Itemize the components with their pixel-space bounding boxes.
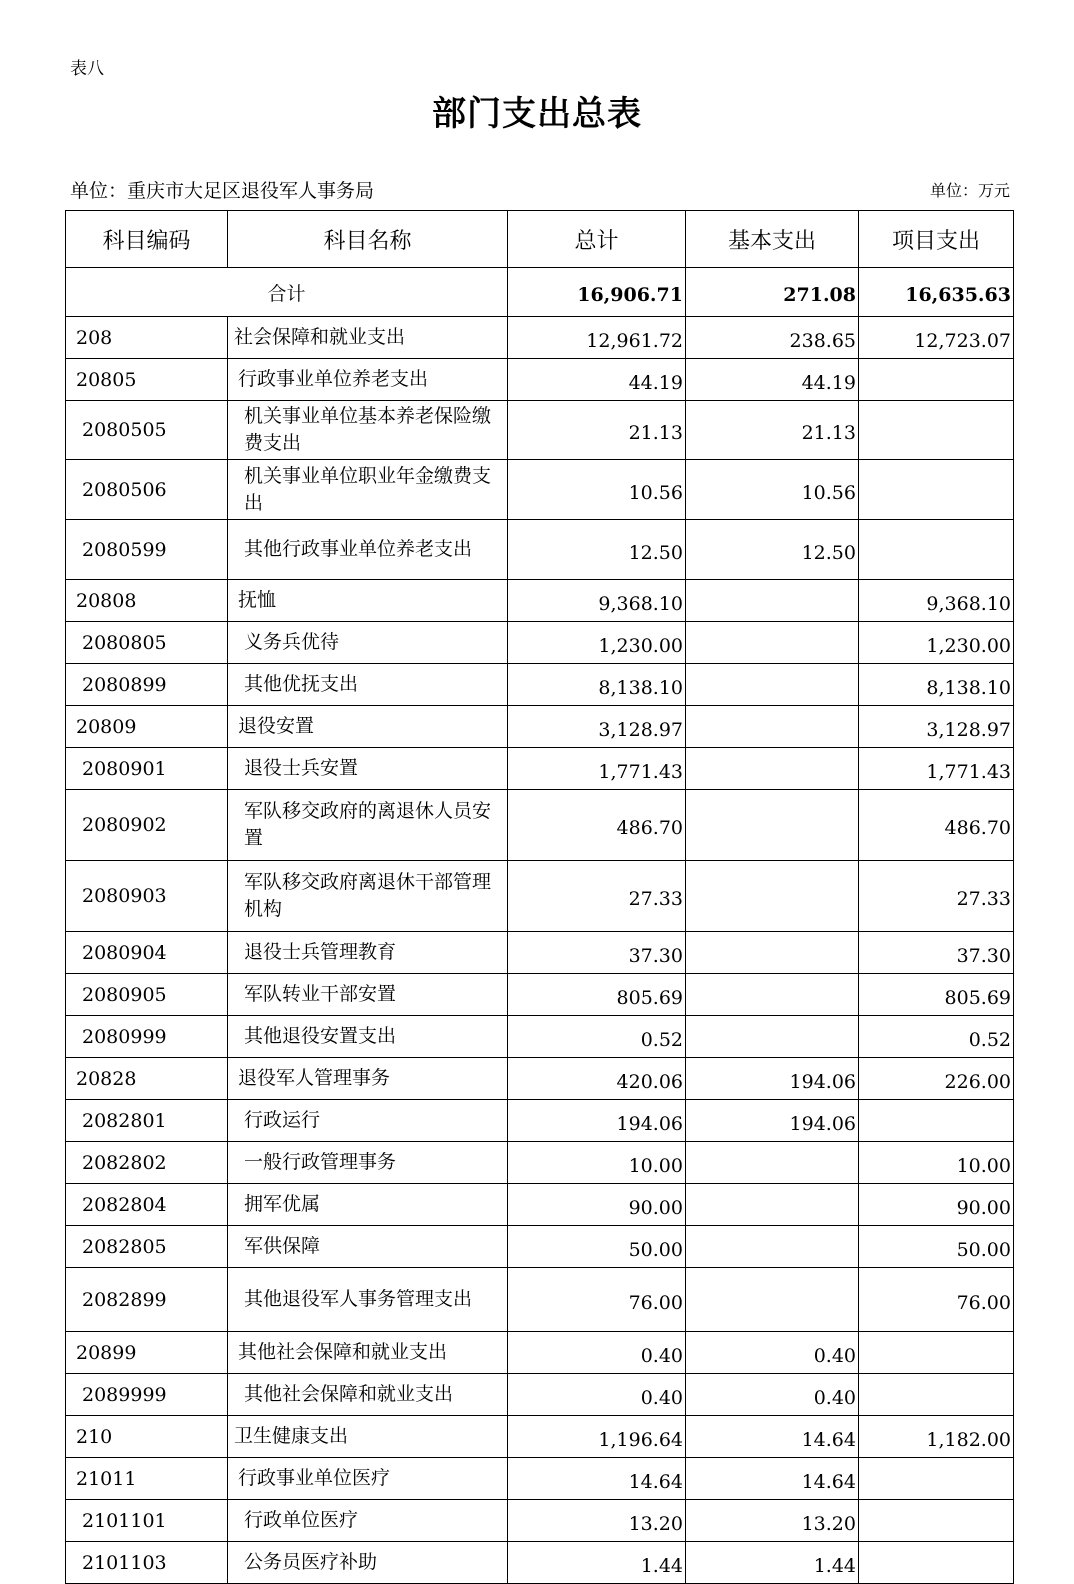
table-row	[66, 622, 1014, 664]
subject-name: 其他行政事业单位养老支出	[228, 520, 508, 580]
total-amount: 14.64	[508, 1458, 686, 1500]
subject-name: 退役士兵安置	[228, 748, 508, 790]
total-amount: 27.33	[508, 861, 686, 932]
subject-name: 军队移交政府离退休干部管理机构	[228, 861, 508, 932]
subject-code: 2080805	[66, 622, 228, 664]
basic-amount: 14.64	[686, 1458, 859, 1500]
subject-code: 20828	[66, 1058, 228, 1100]
project-amount: 27.33	[859, 861, 1014, 932]
basic-amount: 12.50	[686, 520, 859, 580]
basic-amount: 14.64	[686, 1416, 859, 1458]
subject-code: 2080903	[66, 861, 228, 932]
project-amount	[859, 1332, 1014, 1374]
basic-amount	[686, 1016, 859, 1058]
basic-amount: 0.40	[686, 1332, 859, 1374]
project-amount	[859, 1542, 1014, 1584]
project-amount	[859, 1100, 1014, 1142]
table-row	[66, 1416, 1014, 1458]
total-amount: 8,138.10	[508, 664, 686, 706]
subject-code: 2080999	[66, 1016, 228, 1058]
project-amount	[859, 359, 1014, 401]
subject-code: 2089999	[66, 1374, 228, 1416]
project-amount: 1,230.00	[859, 622, 1014, 664]
basic-amount: 0.40	[686, 1374, 859, 1416]
project-amount	[859, 1458, 1014, 1500]
project-amount: 486.70	[859, 790, 1014, 861]
project-amount: 226.00	[859, 1058, 1014, 1100]
basic-amount	[686, 1184, 859, 1226]
total-amount: 12,961.72	[508, 317, 686, 359]
subject-name: 拥军优属	[228, 1184, 508, 1226]
project-amount: 12,723.07	[859, 317, 1014, 359]
subject-name: 抚恤	[228, 580, 508, 622]
table-row	[66, 974, 1014, 1016]
subject-code: 2080902	[66, 790, 228, 861]
subject-name: 其他优抚支出	[228, 664, 508, 706]
total-project: 16,635.63	[859, 268, 1014, 317]
basic-amount	[686, 706, 859, 748]
total-amount: 1,230.00	[508, 622, 686, 664]
table-row	[66, 790, 1014, 861]
subject-name: 行政事业单位医疗	[228, 1458, 508, 1500]
table-row	[66, 1500, 1014, 1542]
total-amount: 194.06	[508, 1100, 686, 1142]
total-amount: 0.52	[508, 1016, 686, 1058]
project-amount: 10.00	[859, 1142, 1014, 1184]
table-header-row	[66, 211, 1014, 268]
subject-code: 2082801	[66, 1100, 228, 1142]
basic-amount	[686, 580, 859, 622]
currency-unit: 单位：万元	[929, 181, 1010, 200]
project-amount: 9,368.10	[859, 580, 1014, 622]
basic-amount: 13.20	[686, 1500, 859, 1542]
total-amount: 1.44	[508, 1542, 686, 1584]
basic-amount	[686, 1226, 859, 1268]
total-row	[66, 268, 1014, 317]
table-row	[66, 1100, 1014, 1142]
basic-amount: 21.13	[686, 401, 859, 460]
subject-name: 退役士兵管理教育	[228, 932, 508, 974]
project-amount: 3,128.97	[859, 706, 1014, 748]
table-row	[66, 861, 1014, 932]
total-amount: 76.00	[508, 1268, 686, 1332]
basic-amount: 10.56	[686, 460, 859, 520]
basic-amount: 194.06	[686, 1100, 859, 1142]
subject-name: 其他退役安置支出	[228, 1016, 508, 1058]
total-basic: 271.08	[686, 268, 859, 317]
basic-amount: 44.19	[686, 359, 859, 401]
basic-amount: 194.06	[686, 1058, 859, 1100]
column-header-basic: 基本支出	[686, 211, 859, 268]
project-amount	[859, 460, 1014, 520]
total-amount: 486.70	[508, 790, 686, 861]
subject-name: 行政单位医疗	[228, 1500, 508, 1542]
total-amount: 37.30	[508, 932, 686, 974]
basic-amount	[686, 622, 859, 664]
project-amount: 37.30	[859, 932, 1014, 974]
table-row	[66, 1458, 1014, 1500]
subject-code: 2082899	[66, 1268, 228, 1332]
total-amount: 805.69	[508, 974, 686, 1016]
subject-name: 其他社会保障和就业支出	[228, 1332, 508, 1374]
basic-amount: 238.65	[686, 317, 859, 359]
subject-code: 20808	[66, 580, 228, 622]
total-amount: 9,368.10	[508, 580, 686, 622]
subject-name: 军队移交政府的离退休人员安置	[228, 790, 508, 861]
subject-name: 退役安置	[228, 706, 508, 748]
total-amount: 90.00	[508, 1184, 686, 1226]
department-unit: 单位：重庆市大足区退役军人事务局	[70, 180, 375, 202]
subject-code: 210	[66, 1416, 228, 1458]
column-header-name: 科目名称	[228, 211, 508, 268]
total-amount: 1,771.43	[508, 748, 686, 790]
table-row	[66, 1016, 1014, 1058]
subject-name: 军队转业干部安置	[228, 974, 508, 1016]
subject-code: 2080901	[66, 748, 228, 790]
total-amount: 0.40	[508, 1374, 686, 1416]
subject-name: 机关事业单位基本养老保险缴费支出	[228, 401, 508, 460]
subject-code: 20809	[66, 706, 228, 748]
table-row	[66, 1374, 1014, 1416]
subject-code: 208	[66, 317, 228, 359]
subject-code: 2082804	[66, 1184, 228, 1226]
total-amount: 10.00	[508, 1142, 686, 1184]
total-amount: 10.56	[508, 460, 686, 520]
subject-code: 2080905	[66, 974, 228, 1016]
table-row	[66, 1184, 1014, 1226]
subject-code: 2080506	[66, 460, 228, 520]
table-row	[66, 520, 1014, 580]
project-amount	[859, 520, 1014, 580]
subject-code: 2101101	[66, 1500, 228, 1542]
page-title: 部门支出总表	[432, 94, 642, 134]
subject-code: 2080505	[66, 401, 228, 460]
table-row	[66, 1226, 1014, 1268]
basic-amount	[686, 974, 859, 1016]
table-row	[66, 401, 1014, 460]
total-amount: 0.40	[508, 1332, 686, 1374]
expenditure-table	[65, 210, 1014, 1584]
project-amount	[859, 401, 1014, 460]
subject-name: 社会保障和就业支出	[228, 317, 508, 359]
subject-name: 义务兵优待	[228, 622, 508, 664]
table-row	[66, 359, 1014, 401]
table-number: 表八	[70, 59, 104, 79]
subject-code: 20805	[66, 359, 228, 401]
project-amount: 90.00	[859, 1184, 1014, 1226]
subject-code: 21011	[66, 1458, 228, 1500]
subject-name: 一般行政管理事务	[228, 1142, 508, 1184]
total-amount: 44.19	[508, 359, 686, 401]
table-row	[66, 1268, 1014, 1332]
total-amount: 16,906.71	[508, 268, 686, 317]
basic-amount	[686, 1268, 859, 1332]
table-row	[66, 460, 1014, 520]
subject-code: 2082805	[66, 1226, 228, 1268]
column-header-code: 科目编码	[66, 211, 228, 268]
table-row	[66, 580, 1014, 622]
total-label: 合计	[66, 268, 508, 317]
total-amount: 3,128.97	[508, 706, 686, 748]
subject-name: 军供保障	[228, 1226, 508, 1268]
subject-code: 2080599	[66, 520, 228, 580]
table-row	[66, 932, 1014, 974]
subject-name: 其他退役军人事务管理支出	[228, 1268, 508, 1332]
basic-amount	[686, 748, 859, 790]
total-amount: 420.06	[508, 1058, 686, 1100]
total-amount: 1,196.64	[508, 1416, 686, 1458]
subject-code: 2080899	[66, 664, 228, 706]
total-amount: 12.50	[508, 520, 686, 580]
subject-name: 公务员医疗补助	[228, 1542, 508, 1584]
total-amount: 13.20	[508, 1500, 686, 1542]
table-row	[66, 317, 1014, 359]
project-amount: 0.52	[859, 1016, 1014, 1058]
project-amount: 1,182.00	[859, 1416, 1014, 1458]
subject-name: 行政运行	[228, 1100, 508, 1142]
project-amount: 76.00	[859, 1268, 1014, 1332]
subject-code: 2080904	[66, 932, 228, 974]
basic-amount: 1.44	[686, 1542, 859, 1584]
project-amount	[859, 1374, 1014, 1416]
project-amount: 805.69	[859, 974, 1014, 1016]
table-row	[66, 748, 1014, 790]
subject-code: 2101103	[66, 1542, 228, 1584]
project-amount	[859, 1500, 1014, 1542]
project-amount: 1,771.43	[859, 748, 1014, 790]
table-row	[66, 706, 1014, 748]
project-amount: 50.00	[859, 1226, 1014, 1268]
table-row	[66, 1142, 1014, 1184]
table-row	[66, 1542, 1014, 1584]
table-row	[66, 1058, 1014, 1100]
subject-name: 行政事业单位养老支出	[228, 359, 508, 401]
total-amount: 50.00	[508, 1226, 686, 1268]
subject-code: 20899	[66, 1332, 228, 1374]
table-row	[66, 664, 1014, 706]
subject-name: 机关事业单位职业年金缴费支出	[228, 460, 508, 520]
subject-name: 退役军人管理事务	[228, 1058, 508, 1100]
basic-amount	[686, 664, 859, 706]
basic-amount	[686, 790, 859, 861]
subject-name: 卫生健康支出	[228, 1416, 508, 1458]
total-amount: 21.13	[508, 401, 686, 460]
table-row	[66, 1332, 1014, 1374]
basic-amount	[686, 932, 859, 974]
project-amount: 8,138.10	[859, 664, 1014, 706]
basic-amount	[686, 1142, 859, 1184]
column-header-project: 项目支出	[859, 211, 1014, 268]
subject-code: 2082802	[66, 1142, 228, 1184]
column-header-total: 总计	[508, 211, 686, 268]
basic-amount	[686, 861, 859, 932]
subject-name: 其他社会保障和就业支出	[228, 1374, 508, 1416]
